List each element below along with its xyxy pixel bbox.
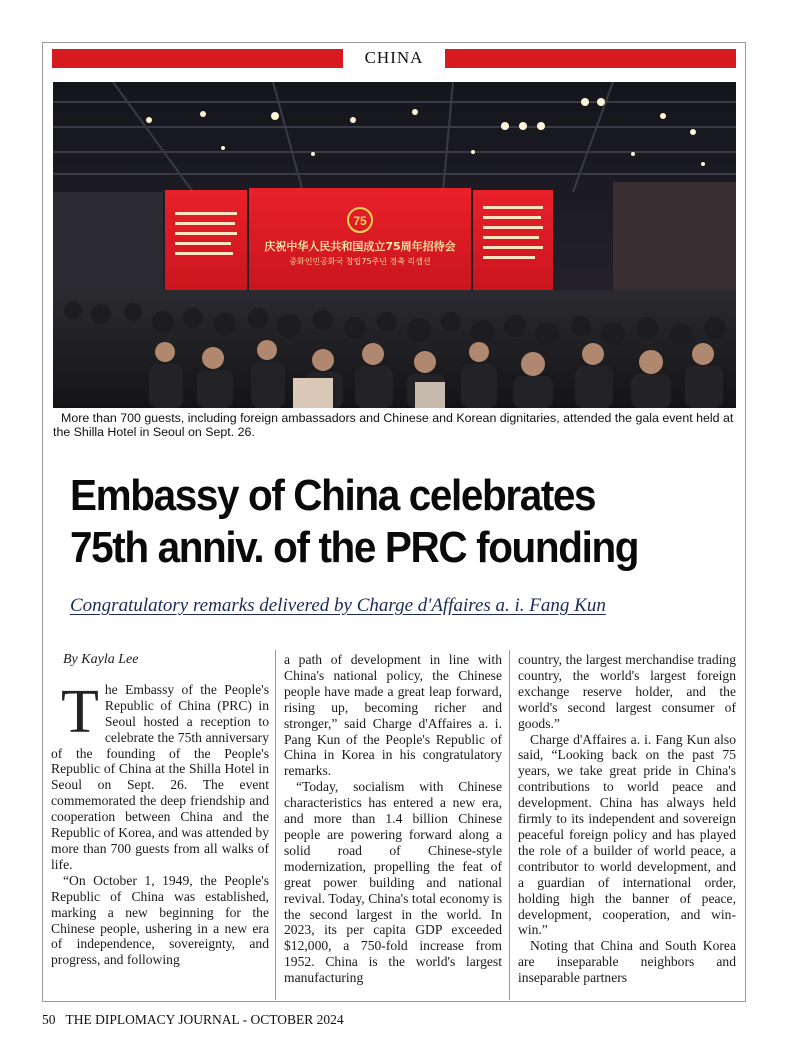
section-label: CHINA xyxy=(364,48,424,67)
event-photo xyxy=(53,82,736,408)
article-paragraph xyxy=(51,677,269,873)
paragraph-text: he Embassy of the People's Republic of China (PRC) in Seoul hosted a reception to celebrate the 75th anniversary of the founding of the People's Republic of China at the Shilla Hotel in Seoul on Sept. 26. The event commemorated the deep friendship and cooperation between China and the Republic of Korea, and was attended by more than 700 guests from all walks of life. xyxy=(51,681,269,872)
column-divider-1 xyxy=(275,650,276,1000)
article-paragraph: a path of development in line with China's national policy, the Chinese people have made a great leap forward, rising up, becoming richer and stronger,” said Charge d'Affaires a. i. Pang Kun of the People's Republic of China in Korea in his congratulatory remarks. xyxy=(284,652,502,779)
article-paragraph: Charge d'Affaires a. i. Fang Kun also said, “Looking back on the past 75 years, we take great pride in China's contributions to world peace and development. China has always held firmly to its independent and sovereign peaceful foreign policy and has played the role of a builder of world peace, a contributor to world development, and a guardian of international order, holding high the banner of peace, development, cooperation, and win-win.” xyxy=(518,731,736,938)
page-footer xyxy=(42,1012,344,1028)
photo-caption xyxy=(53,411,736,439)
publication-name: THE DIPLOMACY JOURNAL - OCTOBER 2024 xyxy=(65,1012,344,1027)
article-paragraph: “Today, socialism with Chinese characteristics has entered a new era, and more than 1.4 billion Chinese people are powering forward along a solid road of Chinese-style modernization, propelling the feat of great power building and national revival. Today, China's total economy is the second largest in the world. In 2023, its per capita GDP exceeded $12,000, a 750-fold increase from 1952. China is the world's largest manufacturing xyxy=(284,779,502,986)
headline xyxy=(70,470,686,574)
stage-text-cn: 庆祝中华人民共和国成立75周年招待会 xyxy=(264,240,456,253)
stage-text-kr: 중화인민공화국 창립75주년 경축 리셉션 xyxy=(289,257,431,266)
article-column-3 xyxy=(518,652,736,986)
headline-line-1: Embassy of China celebrates xyxy=(70,471,596,520)
article-paragraph: country, the largest merchandise trading country, the world's largest foreign exchange reserve holder, and the world's second largest consumer of goods.” xyxy=(518,652,736,731)
article-paragraph: Noting that China and South Korea are inseparable neighbors and inseparable partners xyxy=(518,938,736,986)
headline-line-2: 75th anniv. of the PRC founding xyxy=(70,523,639,572)
article-paragraph: “On October 1, 1949, the People's Republic of China was established, marking a new beginning for the Chinese people, ushering in a new era of independence, sovereignty, and progress, and following xyxy=(51,872,269,968)
article-column-1 xyxy=(51,652,269,968)
drop-cap: T xyxy=(61,677,99,746)
subheadline: Congratulatory remarks delivered by Charge d'Affaires a. i. Fang Kun xyxy=(70,595,606,616)
caption-text: More than 700 guests, including foreign ambassadors and Chinese and Korean dignitaries, attended the gala event held at the Shilla Hotel in Seoul on Sept. 26. xyxy=(53,411,734,439)
byline: By Kayla Lee xyxy=(63,652,139,667)
page-number: 50 xyxy=(42,1012,56,1027)
article-column-2 xyxy=(284,652,502,986)
column-divider-2 xyxy=(509,650,510,1000)
section-header xyxy=(52,49,736,68)
emblem-text: 75 xyxy=(353,214,367,228)
section-bar-right xyxy=(445,49,736,68)
section-bar-left xyxy=(52,49,343,68)
